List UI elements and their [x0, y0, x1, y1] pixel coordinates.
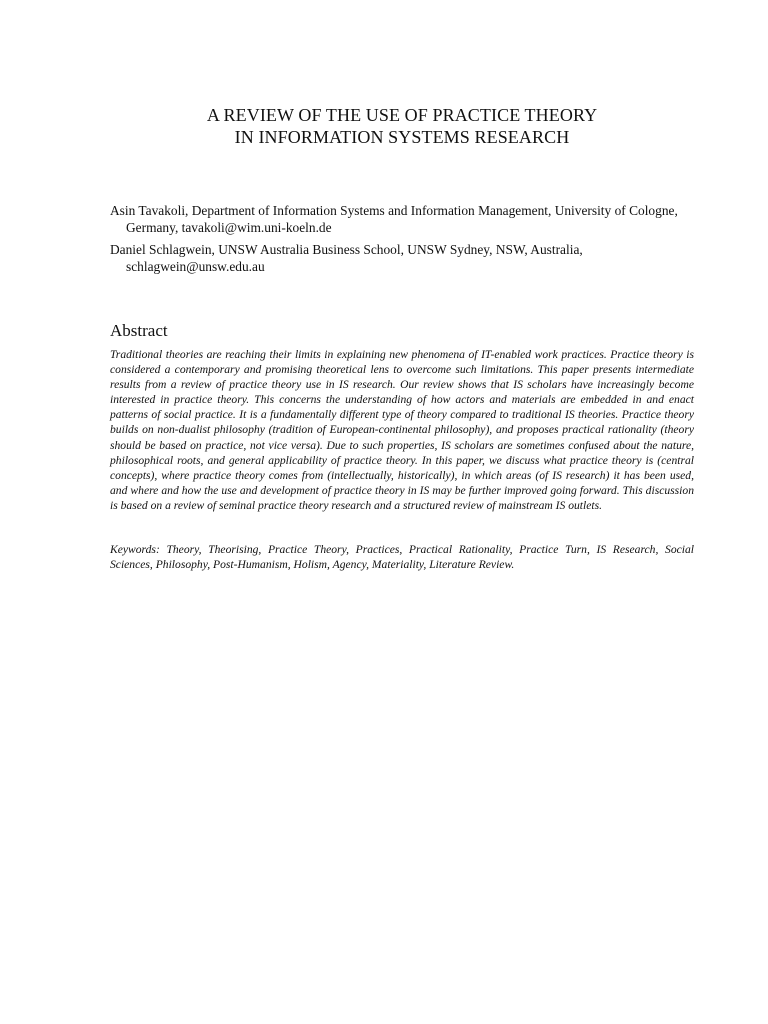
author-list — [110, 202, 694, 275]
keywords: Keywords: Theory, Theorising, Practice Theory, Practices, Practical Rationality, Practice Turn, IS Research, Social Sciences, Philosophy, Post-Humanism, Holism, Agency, Materiality, Literature Review. — [110, 543, 694, 572]
abstract-heading: Abstract — [110, 321, 168, 340]
author-affiliation-2: Daniel Schlagwein, UNSW Australia Business School, UNSW Sydney, NSW, Australia, schlagwein@unsw.edu.au — [110, 242, 583, 274]
abstract-text: Traditional theories are reaching their limits in explaining new phenomena of IT-enabled work practices. Practice theory is considered a contemporary and promising theoretical lens to overcome such limitations. This paper presents intermediate results from a review of practice theory use in IS research. Our review shows that IS scholars have increasingly become interested in practice theory. This concerns the understanding of how actors and materials are embedded in and enact patterns of social practice. It is a fundamentally different type of theory compared to traditional IS theories. Practice theory builds on non-dualist philosophy (tradition of European-continental philosophy), and proposes practical rationality (theory should be based on practice, not vice versa). Due to such properties, IS scholars are sometimes confused about the nature, philosophical roots, and general applicability of practice theory. In this paper, we discuss what practice theory is (central concepts), where practice theory comes from (intellectually, historically), in which areas (of IS research) it has been used, and where and how the use and development of practice theory in IS may be further improved going forward. This discussion is based on a review of seminal practice theory research and a structured review of mainstream IS outlets. — [110, 348, 694, 512]
title-line-1: A REVIEW OF THE USE OF PRACTICE THEORY — [206, 105, 598, 125]
author-affiliation-1: Asin Tavakoli, Department of Information Systems and Information Management, University of Cologne, Germany, tavakoli@wim.uni-koeln.de — [110, 203, 678, 235]
paper-title — [110, 0, 694, 148]
title-line-2: IN INFORMATION SYSTEMS RESEARCH — [234, 127, 570, 147]
